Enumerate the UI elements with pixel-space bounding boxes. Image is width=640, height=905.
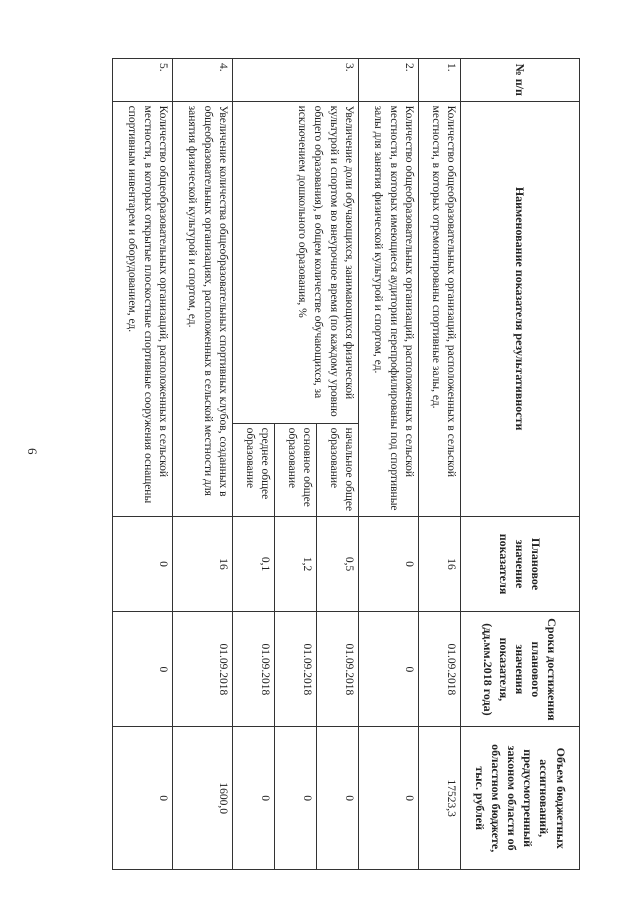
table-row (113, 59, 173, 870)
row-deadline: 01.09.2018 (317, 612, 359, 727)
row-plan: 0,5 (317, 516, 359, 612)
row-budget: 0 (113, 727, 173, 870)
header-deadline: Сроки достижения планового значения показателя, (дд.мм.2018 года) (461, 612, 580, 727)
row-plan: 16 (173, 516, 233, 612)
table-row (359, 59, 419, 870)
page-number: 6 (25, 448, 40, 455)
row-name: Количество общеобразовательных организаций, расположенных в сельской местности, в которых отремонтированы спортивные залы, ед. (419, 101, 461, 516)
table-row-sub-1 (317, 59, 359, 870)
row-plan: 0,1 (233, 516, 275, 612)
row-num: 2. (359, 59, 419, 102)
row-budget: 17523,3 (419, 727, 461, 870)
row-name: Увеличение доли обучающихся, занимающихся физической культурой и спортом во внеурочное время (по каждому уровню общего образования), в общем количестве обучающихся, за исключением дошкольного образования, % (233, 102, 358, 424)
row-plan: 16 (419, 516, 461, 612)
row-num: 1. (419, 59, 461, 102)
sub-level: начальное общее образование (316, 424, 358, 516)
row-deadline: 01.09.2018 (233, 612, 275, 727)
row-budget: 0 (275, 727, 317, 870)
row-name-split (233, 101, 359, 516)
header-num: № п/п (461, 59, 580, 102)
rotated-table-wrapper (112, 58, 580, 870)
row-deadline: 0 (113, 612, 173, 727)
row-budget: 0 (317, 727, 359, 870)
header-name: Наименование показателя результативности (461, 101, 580, 516)
row-plan: 1,2 (275, 516, 317, 612)
table-row (173, 59, 233, 870)
row-budget: 0 (359, 727, 419, 870)
row-deadline: 01.09.2018 (419, 612, 461, 727)
header-row (461, 59, 580, 870)
row-plan: 0 (359, 516, 419, 612)
row-deadline: 01.09.2018 (275, 612, 317, 727)
row-budget: 1600,0 (173, 727, 233, 870)
table-row (419, 59, 461, 870)
header-plan: Плановое значение показателя (461, 516, 580, 612)
results-table (112, 58, 580, 870)
row-name: Увеличение количества общеобразовательных спортивных клубов, созданных в общеобразовательных организациях, расположенных в сельской местности для занятия физической культурой и спортом, ед. (173, 101, 233, 516)
row-name: Количество общеобразовательных организаций, расположенных в сельской местности, в которых открытые плоскостные спортивные сооружения оснащены спортивным инвентарем и оборудованием, ед. (113, 101, 173, 516)
row-budget: 0 (233, 727, 275, 870)
row-num: 3. (233, 59, 359, 102)
row-plan: 0 (113, 516, 173, 612)
sub-level: среднее общее образование (243, 427, 272, 500)
row-name: Количество общеобразовательных организаций, расположенных в сельской местности, в которых имеющиеся аудитории перепрофилированы под спортивные залы для занятия физической культурой и спортом, ед. (359, 101, 419, 516)
sub-level: основное общее образование (274, 424, 316, 516)
header-budget: Объем бюджетных ассигнований, предусмотренный законом области об областном бюджете, тыс. рублей (461, 727, 580, 870)
row-deadline: 01.09.2018 (173, 612, 233, 727)
row-deadline: 0 (359, 612, 419, 727)
row-num: 5. (113, 59, 173, 102)
row-num: 4. (173, 59, 233, 102)
